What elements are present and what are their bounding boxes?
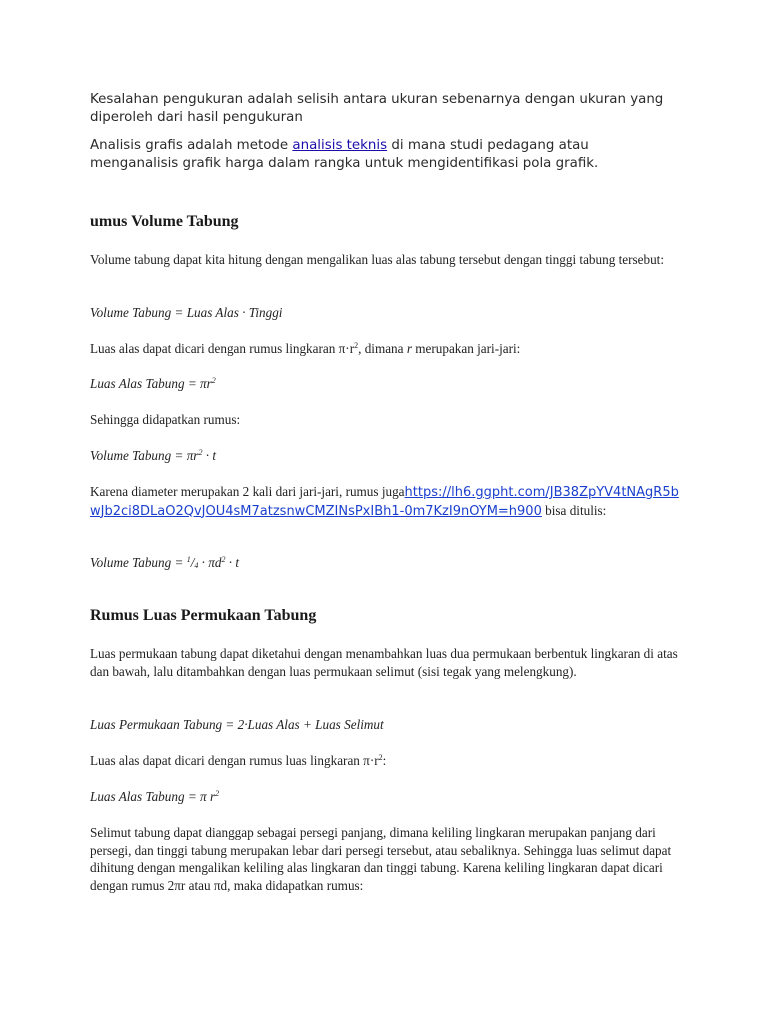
text: , dimana — [358, 341, 407, 356]
diagram-url-link[interactable]: https://lh6.ggpht.com/JB38ZpYV4tNAgR5bwJb2ci8DLaO2QvJOU4sM7atzsnwCMZINsPxIBh1-0m7KzI9nOYM=h900 — [90, 485, 679, 519]
volume-paragraph-2 — [90, 340, 680, 358]
analisis-teknis-link[interactable]: analisis teknis — [292, 138, 388, 153]
text: Volume Tabung = — [90, 555, 187, 570]
intro-paragraph-1: Kesalahan pengukuran adalah selisih antara ukuran sebenarnya dengan ukuran yang diperoleh dari hasil pengukuran — [90, 92, 664, 125]
text: bisa ditulis: — [541, 502, 607, 518]
superscript: 2 — [378, 753, 383, 762]
superscript: 2 — [211, 376, 216, 385]
superscript: 2 — [198, 448, 203, 457]
volume-formula-2 — [90, 375, 680, 393]
luas-paragraph-3: Selimut tabung dapat dianggap sebagai persegi panjang, dimana keliling lingkaran merupakan panjang dari persegi, dan tinggi tabung merupakan lebar dari persegi tersebut, atau sebaliknya. Sehingga luas selimut dapat dihitung dengan mengalikan keliling alas lingkaran dan tinggi tabung. Karena keliling lingkaran dapat dicari dengan rumus 2πr atau πd, maka didapatkan rumus: — [90, 825, 672, 893]
volume-paragraph-1: Volume tabung dapat kita hitung dengan mengalikan luas alas tabung tersebut dengan tinggi tabung tersebut: — [90, 252, 665, 267]
intro-paragraph-2 — [90, 137, 680, 173]
text: · πd — [198, 555, 222, 570]
luas-paragraph-2 — [90, 752, 680, 770]
volume-heading: umus Volume Tabung — [90, 213, 239, 230]
superscript: 2 — [354, 341, 359, 350]
luas-heading: Rumus Luas Permukaan Tabung — [90, 607, 317, 624]
luas-formula-1: Luas Permukaan Tabung = 2·Luas Alas + Luas Selimut — [90, 717, 384, 732]
text: · t — [225, 555, 240, 570]
text: Luas Alas Tabung = π r — [90, 789, 216, 804]
text: : — [382, 753, 387, 768]
volume-formula-3 — [90, 447, 680, 465]
volume-formula-1: Volume Tabung = Luas Alas · Tinggi — [90, 305, 283, 320]
text: Luas alas dapat dicari dengan rumus luas lingkaran π·r — [90, 753, 379, 768]
luas-formula-2 — [90, 788, 680, 806]
text: · t — [202, 448, 217, 463]
text: Karena diameter merupakan 2 kali dari jari-jari, rumus juga — [90, 484, 405, 499]
variable-r: r — [406, 341, 412, 356]
numerator: 1 — [186, 555, 191, 564]
text: Luas alas dapat dicari dengan rumus lingkaran π·r — [90, 341, 355, 356]
intro-paragraph-2-text: Analisis grafis adalah metode — [90, 138, 293, 153]
volume-paragraph-4 — [90, 483, 680, 520]
text: merupakan jari-jari: — [411, 341, 521, 356]
volume-formula-4 — [90, 554, 680, 572]
fraction-one-quarter: $^1/_4$ — [186, 555, 199, 570]
superscript: 2 — [215, 789, 220, 798]
volume-paragraph-3: Sehingga didapatkan rumus: — [90, 412, 241, 427]
luas-paragraph-1: Luas permukaan tabung dapat diketahui dengan menambahkan luas dua permukaan berbentuk lingkaran di atas dan bawah, lalu ditambahkan dengan luas permukaan selimut (sisi tegak yang melengkung). — [90, 646, 678, 679]
text: Volume Tabung = πr — [90, 448, 199, 463]
superscript: 2 — [221, 555, 226, 564]
intro-paragraph-2-text-end: di mana studi pedagang atau menganalisis grafik harga dalam rangka untuk mengidentifikasi pola grafik. — [90, 138, 599, 171]
denominator: 4 — [194, 561, 199, 570]
text: Luas Alas Tabung = πr — [90, 376, 212, 391]
